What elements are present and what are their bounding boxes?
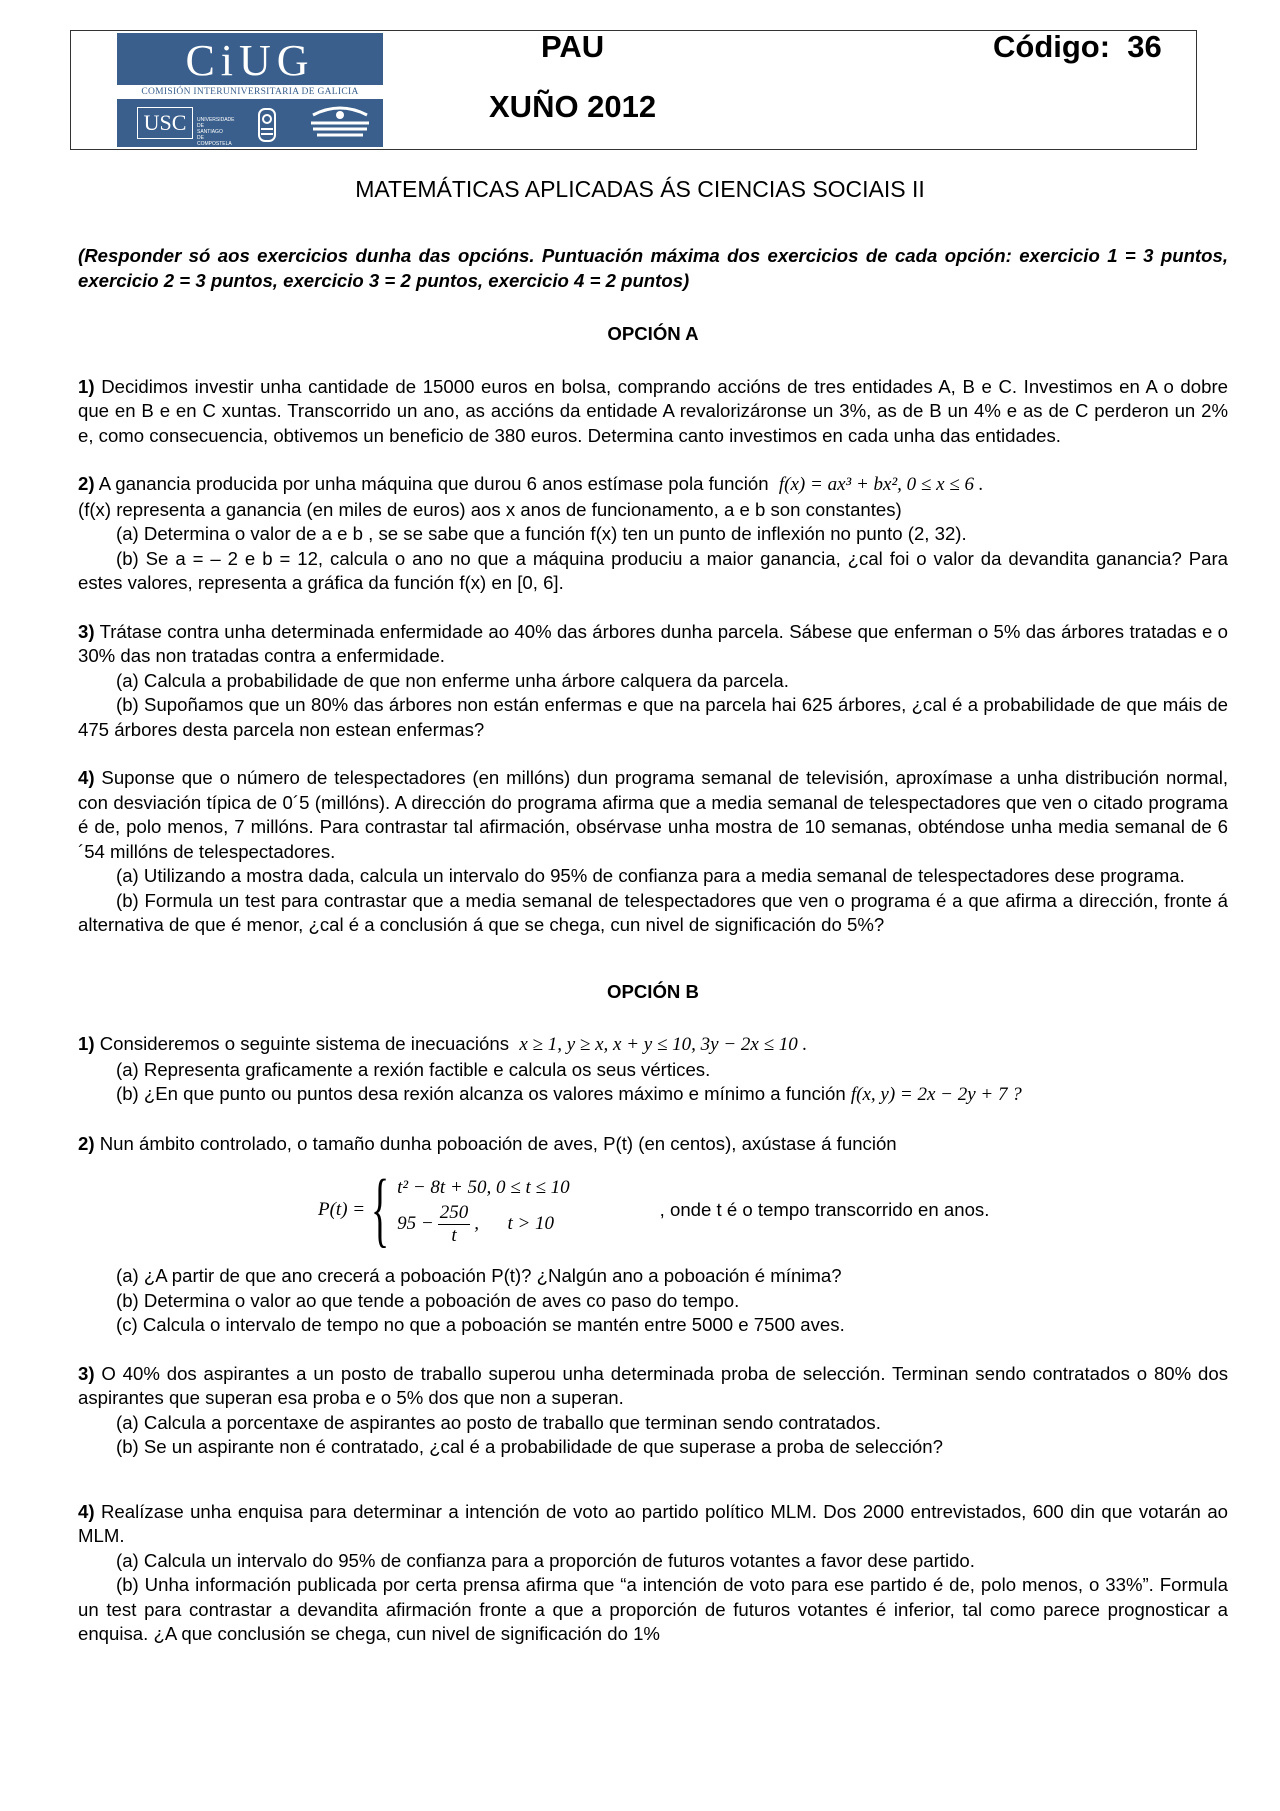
option-b-exercise-3 xyxy=(78,1362,1228,1460)
header-box xyxy=(70,30,1197,150)
ciug-logo xyxy=(117,33,383,147)
part-b: (b) Unha información publicada por certa prensa afirma que “a intención de voto para ese partido é de, polo menos, o 33%”. Formula un test para contrastar a devandita afirmación fronte a que a proporción de futuros votantes é inferior, tal como parece prognosticar a enquisa. ¿A que conclusión se chega, cun nivel de significación do 1% xyxy=(78,1574,1228,1644)
part-a: (a) Utilizando a mostra dada, calcula un intervalo do 95% de confianza para a media semanal de telespectadores dese programa. xyxy=(116,865,1185,886)
exercise-text: Realízase unha enquisa para determinar a intención de voto ao partido político MLM. Dos 2000 entrevistados, 600 din que votarán ao MLM. xyxy=(78,1500,1228,1546)
session-label: XUÑO 2012 xyxy=(489,89,657,124)
piecewise-tail: , onde t é o tempo transcorrido en anos. xyxy=(659,1198,990,1220)
wave-emblem-icon xyxy=(307,105,373,143)
option-b-exercise-1 xyxy=(78,1032,1228,1108)
part-a: (a) Calcula a probabilidade de que non enferme unha árbore calquera da parcela. xyxy=(116,669,789,691)
piecewise-lhs: P(t) = xyxy=(318,1198,366,1220)
option-a-exercise-1 xyxy=(78,375,1228,449)
logo-usc-subtitle: UNIVERSIDADE DE SANTIAGO DE COMPOSTELA xyxy=(197,117,235,147)
piecewise-cases xyxy=(397,1174,570,1247)
option-a-exercise-4 xyxy=(78,766,1228,938)
piecewise-case-1: t² − 8t + 50, 0 ≤ t ≤ 10 xyxy=(397,1176,570,1198)
fraction-denominator: t xyxy=(451,1224,457,1246)
part-b: (b) Determina o valor ao que tende a poboación de aves co paso do tempo. xyxy=(116,1289,740,1311)
part-b: (b) Se un aspirante non é contratado, ¿cal é a probabilidade de que superase a proba de selección? xyxy=(116,1436,943,1457)
emblem-icon xyxy=(247,107,287,143)
logo-ciug-text: CiUG xyxy=(185,36,315,85)
exam-content xyxy=(78,244,1228,1671)
case-2-condition: , t > 10 xyxy=(474,1213,555,1234)
exercise-number: 4) xyxy=(78,1500,95,1522)
exercise-number: 3) xyxy=(78,1362,95,1384)
exercise-number: 2) xyxy=(78,1132,95,1154)
exercise-text: O 40% dos aspirantes a un posto de traballo superou unha determinada proba de selección. Terminan sendo contratados o 80% dos aspirantes que superan esa proba e o 5% dos que non a superan. xyxy=(78,1362,1228,1408)
part-a: (a) Calcula un intervalo do 95% de confianza para a proporción de futuros votantes a favor dese partido. xyxy=(116,1549,975,1571)
part-a: (a) ¿A partir de que ano crecerá a poboación P(t)? ¿Nalgún ano a poboación é mínima? xyxy=(116,1265,842,1286)
instructions: (Responder só aos exercicios dunha das opcións. Puntuación máxima dos exercicios de cada opción: exercicio 1 = 3 puntos, exercicio 2 = 3 puntos, exercicio 3 = 2 puntos, exercicio 4 = 2 puntos) xyxy=(78,245,1228,291)
option-a-heading: OPCIÓN A xyxy=(607,323,699,344)
page-title: MATEMÁTICAS APLICADAS ÁS CIENCIAS SOCIAIS II xyxy=(355,176,925,202)
fraction-numerator: 250 xyxy=(439,1201,469,1223)
exercise-text: Decidimos investir unha cantidade de 15000 euros en bolsa, comprando accións de tres entidades A, B e C. Investimos en A o dobre que en B e en C xuntas. Transcorrido un ano, as accións da entidade A revalorizáronse un 3%, as de B un 4% e as de C perderon un 2% e, como consecuencia, obtivemos un beneficio de 380 euros. Determina canto investimos en cada unha das entidades. xyxy=(78,375,1228,446)
part-c: (c) Calcula o intervalo de tempo no que a poboación se mantén entre 5000 e 7500 aves. xyxy=(116,1314,845,1335)
exercise-number: 4) xyxy=(78,767,95,788)
exercise-number: 1) xyxy=(78,1033,95,1054)
exercise-intro: Consideremos o seguinte sistema de inecuacións xyxy=(99,1033,510,1054)
exercise-text: Trátase contra unha determinada enfermidade ao 40% das árbores dunha parcela. Sábese que enferman o 5% das árbores tratadas e o 30% das non tratadas contra a enfermidade. xyxy=(78,620,1228,666)
part-a: (a) Determina o valor de a e b , se se sabe que a función f(x) ten un punto de inflexión no punto (2, 32). xyxy=(116,523,967,544)
part-b: (b) Formula un test para contrastar que a media semanal de telespectadores que ven o programa é a que afirma a dirección, fronte á alternativa de que é menor, ¿cal é a conclusión á que se chega, cun nivel de significación do 5%? xyxy=(78,889,1228,935)
option-a-exercise-2 xyxy=(78,472,1228,596)
exam-code: Código: 36 xyxy=(993,29,1162,64)
exercise-intro: A ganancia producida por unha máquina que durou 6 anos estímase pola función xyxy=(98,473,769,494)
exercise-number: 2) xyxy=(78,473,95,494)
logo-comision-text: COMISIÓN INTERUNIVERSITARIA DE GALICIA xyxy=(117,85,383,99)
case-2-prefix: 95 − xyxy=(397,1213,434,1234)
part-a: (a) Representa graficamente a rexión factible e calcula os seus vértices. xyxy=(116,1058,711,1080)
part-b: (b) ¿En que punto ou puntos desa rexión alcanza os valores máximo e mínimo a función xyxy=(116,1083,846,1104)
exercise-text: Suponse que o número de telespectadores (en millóns) dun programa semanal de televisión, aproxímase a unha distribución normal, con desviación típica de 0´5 (millóns). A dirección do programa afirma que a media semanal de telespectadores que ven o citado programa é de, polo menos, 7 millóns. Para contrastar tal afirmación, obsérvase unha mostra de 10 semanas, obténdose unha media semanal de 6´54 millóns de telespectadores. xyxy=(78,767,1228,862)
part-a: (a) Calcula a porcentaxe de aspirantes ao posto de traballo que terminan sendo contratados. xyxy=(116,1411,881,1433)
exercise-number: 1) xyxy=(78,375,95,397)
piecewise-case-2 xyxy=(397,1202,570,1247)
option-b-heading: OPCIÓN B xyxy=(607,980,699,1002)
brace-icon: { xyxy=(371,1163,390,1256)
piecewise-function xyxy=(318,1162,1228,1258)
part-b: (b) Supoñamos que un 80% das árbores non están enfermas e que na parcela hai 625 árbores, ¿cal é a probabilidade de que máis de 475 árbores desta parcela non estean enfermas? xyxy=(78,694,1228,740)
option-a-exercise-3 xyxy=(78,620,1228,743)
inequation-system: x ≥ 1, y ≥ x, x + y ≤ 10, 3y − 2x ≤ 10 . xyxy=(519,1034,808,1055)
exam-label: PAU xyxy=(541,29,605,64)
part-b: (b) Se a = – 2 e b = 12, calcula o ano no que a máquina produciu a maior ganancia, ¿cal foi o valor da devandita ganancia? Para estes valores, representa a gráfica da función f(x) en [0, 6]. xyxy=(78,547,1228,593)
function-formula: f(x) = ax³ + bx², 0 ≤ x ≤ 6 . xyxy=(778,474,984,495)
exercise-note: (f(x) representa a ganancia (en miles de euros) aos x anos de funcionamento, a e b son constantes) xyxy=(78,498,902,520)
logo-usc-text: USC xyxy=(137,107,193,139)
exercise-number: 3) xyxy=(78,620,95,642)
option-b-exercise-4 xyxy=(78,1500,1228,1647)
objective-function: f(x, y) = 2x − 2y + 7 ? xyxy=(850,1084,1022,1105)
exercise-intro: Nun ámbito controlado, o tamaño dunha poboación de aves, P(t) (en centos), axústase á función xyxy=(99,1132,897,1154)
option-b-exercise-2 xyxy=(78,1132,1228,1338)
fraction xyxy=(438,1202,471,1247)
